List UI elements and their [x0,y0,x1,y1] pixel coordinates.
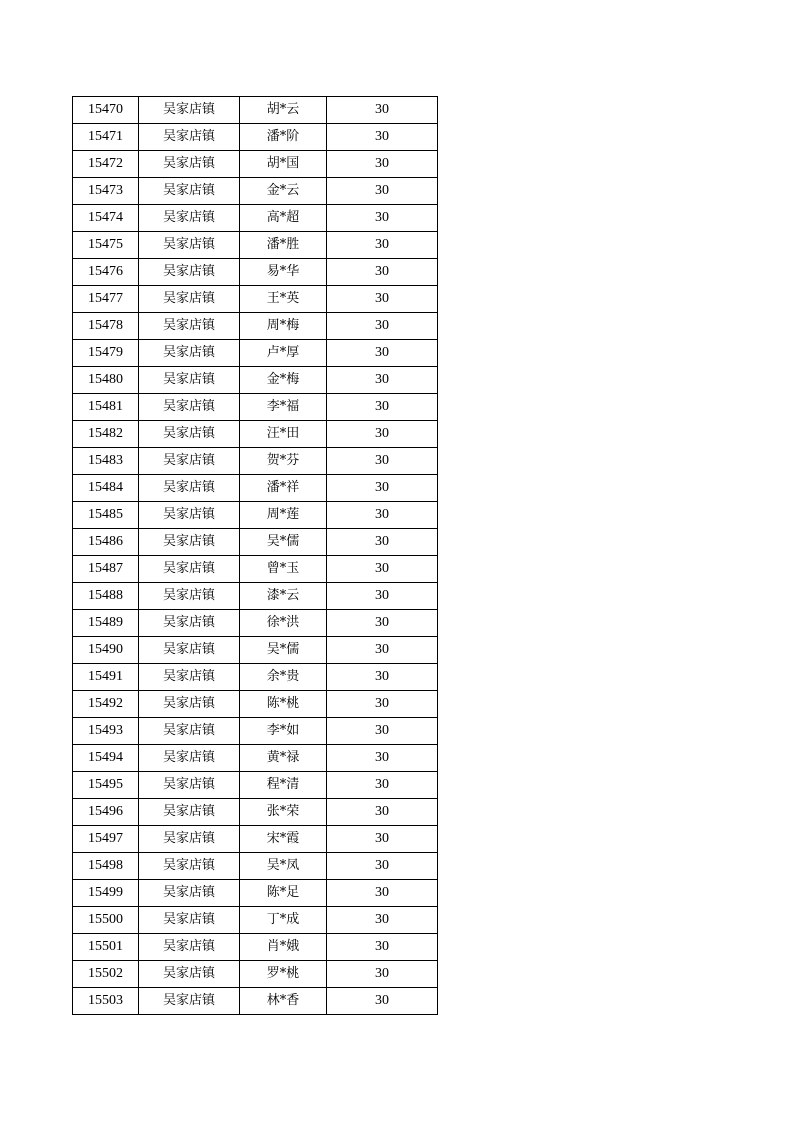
cell-town: 吴家店镇 [139,394,240,421]
table-row [73,988,438,1015]
cell-id: 15483 [73,448,139,475]
cell-amount: 30 [327,259,438,286]
cell-name: 宋*霞 [240,826,327,853]
cell-town: 吴家店镇 [139,610,240,637]
cell-amount: 30 [327,97,438,124]
cell-name: 易*华 [240,259,327,286]
cell-id: 15500 [73,907,139,934]
cell-id: 15492 [73,691,139,718]
cell-town: 吴家店镇 [139,529,240,556]
cell-name: 程*清 [240,772,327,799]
cell-amount: 30 [327,934,438,961]
table-row [73,313,438,340]
cell-amount: 30 [327,286,438,313]
table-row [73,556,438,583]
cell-amount: 30 [327,637,438,664]
cell-id: 15499 [73,880,139,907]
cell-town: 吴家店镇 [139,664,240,691]
table-row [73,907,438,934]
table-row [73,151,438,178]
cell-amount: 30 [327,475,438,502]
cell-name: 李*福 [240,394,327,421]
cell-town: 吴家店镇 [139,475,240,502]
cell-town: 吴家店镇 [139,124,240,151]
table-row [73,259,438,286]
cell-town: 吴家店镇 [139,313,240,340]
cell-amount: 30 [327,745,438,772]
cell-town: 吴家店镇 [139,637,240,664]
table-row [73,448,438,475]
cell-amount: 30 [327,880,438,907]
table-row [73,340,438,367]
cell-name: 余*贵 [240,664,327,691]
table-row [73,745,438,772]
cell-name: 胡*云 [240,97,327,124]
cell-amount: 30 [327,421,438,448]
cell-amount: 30 [327,664,438,691]
table-row [73,853,438,880]
cell-name: 陈*足 [240,880,327,907]
cell-amount: 30 [327,502,438,529]
table-row [73,394,438,421]
cell-name: 张*荣 [240,799,327,826]
table-row [73,637,438,664]
table-row [73,934,438,961]
cell-amount: 30 [327,151,438,178]
cell-id: 15502 [73,961,139,988]
cell-town: 吴家店镇 [139,718,240,745]
table-row [73,205,438,232]
cell-id: 15479 [73,340,139,367]
cell-id: 15471 [73,124,139,151]
cell-id: 15482 [73,421,139,448]
cell-name: 丁*成 [240,907,327,934]
table-body [73,97,438,1015]
cell-id: 15501 [73,934,139,961]
cell-name: 吴*儒 [240,637,327,664]
cell-id: 15473 [73,178,139,205]
cell-name: 卢*厚 [240,340,327,367]
cell-town: 吴家店镇 [139,583,240,610]
cell-town: 吴家店镇 [139,259,240,286]
cell-amount: 30 [327,340,438,367]
cell-id: 15487 [73,556,139,583]
table-row [73,178,438,205]
cell-amount: 30 [327,394,438,421]
table-row [73,691,438,718]
cell-amount: 30 [327,826,438,853]
cell-name: 黄*禄 [240,745,327,772]
cell-amount: 30 [327,799,438,826]
cell-amount: 30 [327,853,438,880]
cell-town: 吴家店镇 [139,934,240,961]
cell-name: 徐*洪 [240,610,327,637]
table-row [73,232,438,259]
cell-id: 15470 [73,97,139,124]
cell-town: 吴家店镇 [139,232,240,259]
cell-name: 汪*田 [240,421,327,448]
cell-name: 李*如 [240,718,327,745]
cell-id: 15498 [73,853,139,880]
cell-id: 15474 [73,205,139,232]
cell-amount: 30 [327,610,438,637]
cell-name: 胡*国 [240,151,327,178]
table-row [73,97,438,124]
cell-id: 15481 [73,394,139,421]
cell-amount: 30 [327,772,438,799]
cell-town: 吴家店镇 [139,151,240,178]
cell-town: 吴家店镇 [139,853,240,880]
table-row [73,421,438,448]
cell-name: 贺*芬 [240,448,327,475]
table-row [73,664,438,691]
cell-town: 吴家店镇 [139,367,240,394]
cell-id: 15477 [73,286,139,313]
cell-name: 金*云 [240,178,327,205]
cell-town: 吴家店镇 [139,799,240,826]
cell-town: 吴家店镇 [139,745,240,772]
cell-amount: 30 [327,448,438,475]
cell-name: 吴*凤 [240,853,327,880]
cell-id: 15493 [73,718,139,745]
cell-id: 15496 [73,799,139,826]
cell-town: 吴家店镇 [139,286,240,313]
cell-name: 林*香 [240,988,327,1015]
cell-town: 吴家店镇 [139,340,240,367]
cell-id: 15485 [73,502,139,529]
table-row [73,475,438,502]
cell-id: 15478 [73,313,139,340]
cell-id: 15475 [73,232,139,259]
cell-amount: 30 [327,232,438,259]
cell-town: 吴家店镇 [139,448,240,475]
cell-town: 吴家店镇 [139,988,240,1015]
cell-town: 吴家店镇 [139,961,240,988]
cell-name: 潘*阶 [240,124,327,151]
cell-amount: 30 [327,205,438,232]
cell-town: 吴家店镇 [139,907,240,934]
table-row [73,124,438,151]
cell-id: 15488 [73,583,139,610]
cell-town: 吴家店镇 [139,772,240,799]
cell-amount: 30 [327,988,438,1015]
cell-town: 吴家店镇 [139,205,240,232]
cell-name: 陈*桃 [240,691,327,718]
cell-name: 金*梅 [240,367,327,394]
cell-id: 15495 [73,772,139,799]
table-row [73,367,438,394]
cell-id: 15489 [73,610,139,637]
cell-name: 周*梅 [240,313,327,340]
cell-amount: 30 [327,907,438,934]
cell-amount: 30 [327,313,438,340]
cell-amount: 30 [327,529,438,556]
cell-name: 潘*胜 [240,232,327,259]
cell-name: 漆*云 [240,583,327,610]
cell-name: 吴*儒 [240,529,327,556]
cell-name: 潘*祥 [240,475,327,502]
cell-town: 吴家店镇 [139,556,240,583]
cell-id: 15490 [73,637,139,664]
table-row [73,529,438,556]
cell-name: 周*莲 [240,502,327,529]
cell-amount: 30 [327,961,438,988]
cell-id: 15491 [73,664,139,691]
cell-name: 肖*娥 [240,934,327,961]
table-row [73,880,438,907]
table-row [73,961,438,988]
cell-town: 吴家店镇 [139,178,240,205]
table-row [73,826,438,853]
table-row [73,286,438,313]
cell-id: 15503 [73,988,139,1015]
cell-town: 吴家店镇 [139,691,240,718]
cell-amount: 30 [327,178,438,205]
cell-id: 15484 [73,475,139,502]
cell-id: 15480 [73,367,139,394]
cell-id: 15472 [73,151,139,178]
table-row [73,799,438,826]
cell-town: 吴家店镇 [139,97,240,124]
cell-town: 吴家店镇 [139,880,240,907]
cell-amount: 30 [327,691,438,718]
table-row [73,610,438,637]
cell-town: 吴家店镇 [139,421,240,448]
cell-amount: 30 [327,556,438,583]
table-row [73,583,438,610]
data-table [72,96,438,1015]
table-row [73,502,438,529]
cell-amount: 30 [327,583,438,610]
cell-id: 15486 [73,529,139,556]
table-row [73,772,438,799]
cell-town: 吴家店镇 [139,826,240,853]
cell-amount: 30 [327,718,438,745]
cell-id: 15494 [73,745,139,772]
cell-name: 罗*桃 [240,961,327,988]
cell-name: 王*英 [240,286,327,313]
cell-id: 15497 [73,826,139,853]
cell-name: 高*超 [240,205,327,232]
cell-id: 15476 [73,259,139,286]
cell-name: 曾*玉 [240,556,327,583]
cell-town: 吴家店镇 [139,502,240,529]
cell-amount: 30 [327,367,438,394]
table-row [73,718,438,745]
cell-amount: 30 [327,124,438,151]
